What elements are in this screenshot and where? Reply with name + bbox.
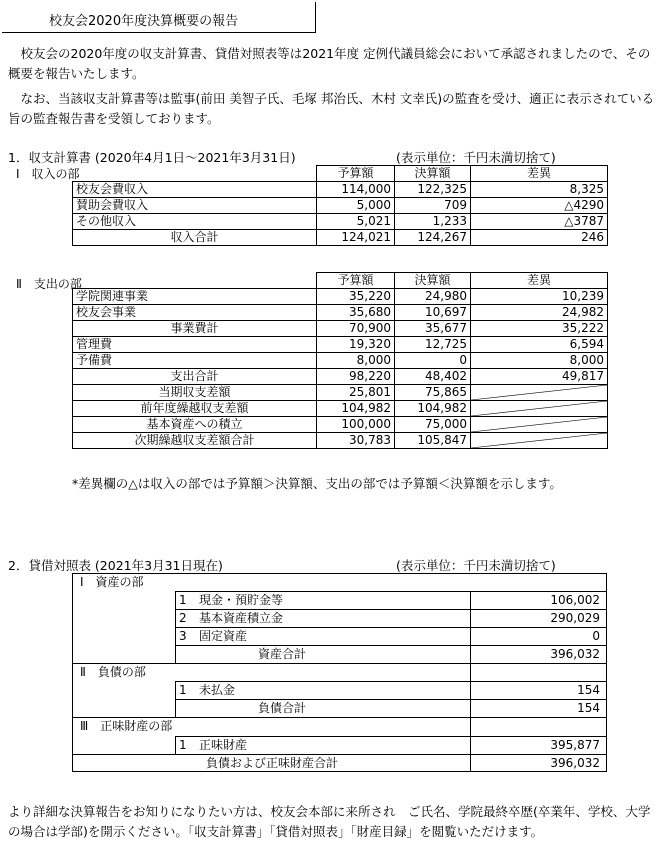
budget-cell: 8,000 [317, 353, 395, 369]
row-label: 管理費 [73, 337, 317, 353]
budget-cell: 124,021 [317, 230, 395, 246]
income-section-label: Ⅰ 収入の部 [16, 167, 80, 181]
table-row-balance [73, 417, 608, 433]
expense-table [72, 272, 608, 449]
grand-total-value: 396,032 [550, 756, 600, 770]
actual-cell: 12,725 [395, 337, 471, 353]
budget-cell: 100,000 [317, 417, 395, 433]
diff-cell: △4290 [471, 198, 608, 214]
section-divider [72, 663, 606, 664]
budget-cell: 5,021 [317, 214, 395, 230]
asset-value: 106,002 [550, 593, 600, 607]
diff-cell: 49,817 [471, 369, 608, 385]
budget-cell: 70,900 [317, 321, 395, 337]
row-label: 予備費 [73, 353, 317, 369]
table-row-total [73, 230, 608, 246]
actual-cell: 24,980 [395, 289, 471, 305]
row-label: 事業費計 [73, 321, 317, 337]
liability-value: 154 [577, 683, 600, 697]
diff-note: *差異欄の△は収入の部では予算額＞決算額、支出の部では予算額＜決算額を示します。 [72, 476, 562, 491]
diff-cell: 24,982 [471, 305, 608, 321]
table-row-subtotal [73, 321, 608, 337]
table-row [73, 305, 608, 321]
equity-value: 395,877 [550, 738, 600, 752]
actual-cell: 10,697 [395, 305, 471, 321]
actual-cell: 104,982 [395, 401, 471, 417]
actual-cell: 122,325 [395, 182, 471, 198]
diff-cell: 6,594 [471, 337, 608, 353]
col-header-budget: 予算額 [317, 166, 395, 182]
row-label: その他収入 [73, 214, 317, 230]
budget-cell: 5,000 [317, 198, 395, 214]
diff-cell-slashed [471, 417, 608, 433]
budget-cell: 98,220 [317, 369, 395, 385]
liability-label: 未払金 [199, 683, 236, 697]
title-box [2, 2, 316, 33]
row-label: 支出合計 [73, 369, 317, 385]
table-row-balance [73, 401, 608, 417]
col-header-budget: 予算額 [317, 273, 395, 289]
row-label: 賛助会費収入 [73, 198, 317, 214]
expense-section-label: Ⅱ 支出の部 [16, 277, 82, 291]
table-row-total [73, 369, 608, 385]
intro-paragraph-1: 校友会の2020年度の収支計算書、貸借対照表等は2021年度 定例代議員総会において承認されましたので、その概要を報告いたします。 [8, 46, 651, 81]
diff-cell-slashed [471, 433, 608, 449]
row-label: 当期収支差額 [73, 385, 317, 401]
balance-sheet-unit: (表示単位：千円未満切捨て) [396, 558, 556, 573]
equity-section-label: Ⅲ 正味財産の部 [80, 719, 173, 733]
asset-label: 現金・預貯金等 [199, 593, 284, 607]
table-row [73, 337, 608, 353]
actual-cell: 709 [395, 198, 471, 214]
balance-sheet-heading: 2．貸借対照表 (2021年3月31日現在) [8, 558, 223, 573]
col-header-diff: 差異 [471, 273, 608, 289]
income-table [72, 165, 608, 246]
budget-cell: 19,320 [317, 337, 395, 353]
diff-cell: △3787 [471, 214, 608, 230]
liabilities-total-label: 負債合計 [258, 701, 307, 715]
row-label: 前年度繰越収支差額 [73, 401, 317, 417]
table-row-balance [73, 433, 608, 449]
diff-cell-slashed [471, 385, 608, 401]
intro-paragraph-2: なお、当該収支計算書等は監事(前田 美智子氏、毛塚 邦治氏、木村 文幸氏)の監査を受け、適正に表示されている旨の監査報告書を受領しております。 [8, 91, 655, 126]
actual-cell: 48,402 [395, 369, 471, 385]
col-header-diff: 差異 [471, 166, 608, 182]
row-label: 学院関連事業 [73, 289, 317, 305]
actual-cell: 75,865 [395, 385, 471, 401]
row-label: 収入合計 [73, 230, 317, 246]
equity-no: 1 [179, 738, 187, 752]
assets-section-label: Ⅰ 資産の部 [80, 575, 144, 589]
income-header-row [73, 166, 608, 182]
table-row [73, 214, 608, 230]
budget-cell: 35,220 [317, 289, 395, 305]
asset-value: 290,029 [550, 611, 600, 625]
table-row [73, 353, 608, 369]
actual-cell: 124,267 [395, 230, 471, 246]
diff-cell-slashed [471, 401, 608, 417]
actual-cell: 1,233 [395, 214, 471, 230]
table-row [73, 198, 608, 214]
table-row [73, 289, 608, 305]
budget-cell: 104,982 [317, 401, 395, 417]
table-row-balance [73, 385, 608, 401]
row-label: 基本資産への積立 [73, 417, 317, 433]
budget-cell: 35,680 [317, 305, 395, 321]
table-row [73, 182, 608, 198]
liability-no: 1 [179, 683, 187, 697]
col-header-actual: 決算額 [395, 166, 471, 182]
diff-cell: 8,325 [471, 182, 608, 198]
liabilities-total-value: 154 [577, 701, 600, 715]
diff-cell: 8,000 [471, 353, 608, 369]
actual-cell: 105,847 [395, 433, 471, 449]
assets-total-label: 資産合計 [258, 647, 307, 661]
asset-no: 2 [179, 611, 187, 625]
col-header-actual: 決算額 [395, 273, 471, 289]
grand-total-label: 負債および正味財産合計 [206, 756, 339, 770]
asset-label: 固定資産 [199, 629, 248, 643]
budget-cell: 25,801 [317, 385, 395, 401]
actual-cell: 75,000 [395, 417, 471, 433]
expense-header-row [73, 273, 608, 289]
diff-cell: 10,239 [471, 289, 608, 305]
row-label: 校友会費収入 [73, 182, 317, 198]
footer-note: より詳細な決算報告をお知りになりたい方は、校友会本部に来所され ご氏名、学院最終卒歴(卒業年、学校、大学の場合は学部)を開示ください。「収支計算書」「貸借対照表」「財産目録」を閲覧いただけます。 [8, 804, 651, 839]
diff-cell: 35,222 [471, 321, 608, 337]
budget-cell: 114,000 [317, 182, 395, 198]
income-statement-unit: (表示単位：千円未満切捨て) [396, 150, 556, 165]
page-title: 校友会2020年度決算概要の報告 [49, 14, 239, 29]
asset-no: 3 [179, 629, 187, 643]
income-statement-heading: 1．収支計算書 (2020年4月1日～2021年3月31日) [8, 150, 296, 165]
asset-label: 基本資産積立金 [199, 611, 284, 625]
budget-cell: 30,783 [317, 433, 395, 449]
row-label: 校友会事業 [73, 305, 317, 321]
assets-total-value: 396,032 [550, 647, 600, 661]
equity-indent-line [175, 736, 176, 754]
equity-label: 正味財産 [199, 738, 248, 752]
asset-no: 1 [179, 593, 187, 607]
diff-cell: 246 [471, 230, 608, 246]
actual-cell: 35,677 [395, 321, 471, 337]
row-label: 次期繰越収支差額合計 [73, 433, 317, 449]
asset-value: 0 [592, 629, 600, 643]
liabilities-section-label: Ⅱ 負債の部 [80, 665, 146, 679]
actual-cell: 0 [395, 353, 471, 369]
